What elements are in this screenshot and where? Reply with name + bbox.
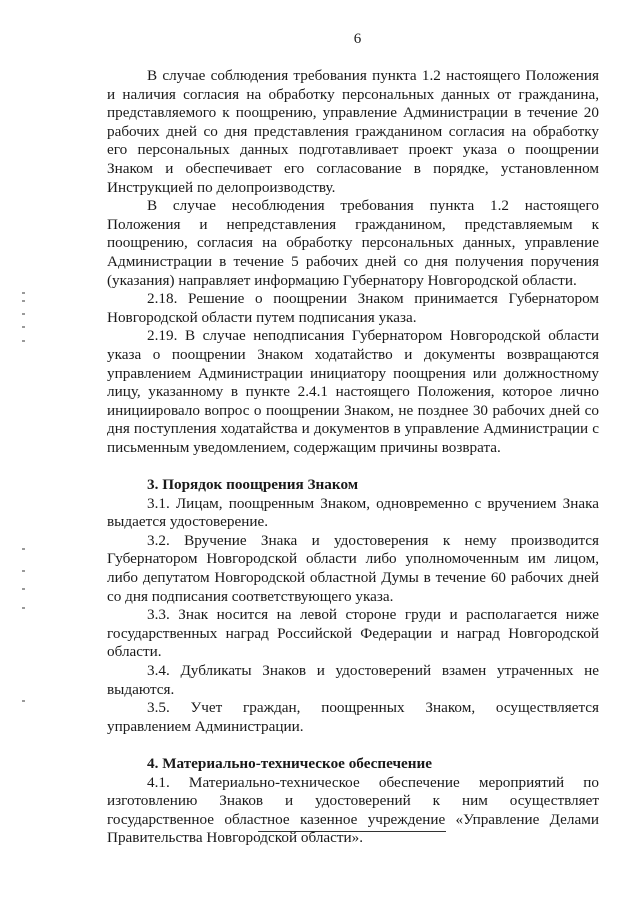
paragraph-2-18: 2.18. Решение о поощрении Знаком принимается Губернатором Новгородской области путем подписания указа. <box>107 290 599 326</box>
margin-mark <box>22 300 25 302</box>
margin-mark <box>22 548 25 550</box>
paragraph-3-2: 3.2. Вручение Знака и удостоверения к нему производится Губернатором Новгородской области либо уполномоченным им лицом, либо депутатом Новгородской областной Думы в течение 60 рабочих дней со дня подписания соответствующего указа. <box>107 531 599 605</box>
section-3-heading: 3. Порядок поощрения Знаком <box>147 476 359 494</box>
closing-rule <box>258 831 446 832</box>
margin-mark <box>22 340 25 342</box>
margin-mark <box>22 326 25 328</box>
paragraph-consent-missing: В случае несоблюдения требования пункта 1.2 настоящего Положения и непредставления гражданином, представляемым к поощрению, согласия на обработку персональных данных, управление Администрации в течение 5 рабочих дней со дня получения поручения (указания) направляет информацию Губернатору Новгородской области. <box>107 197 599 289</box>
paragraph-3-5: 3.5. Учет граждан, поощренных Знаком, осуществляется управлением Администрации. <box>107 699 599 735</box>
spacer <box>107 457 599 476</box>
margin-marks <box>22 0 28 905</box>
margin-mark <box>22 700 25 702</box>
spacer <box>107 736 599 755</box>
paragraph-3-1: 3.1. Лицам, поощренным Знаком, одновременно с вручением Знака выдается удостоверение. <box>107 494 599 531</box>
margin-mark <box>22 588 25 590</box>
page-number: 6 <box>353 31 362 47</box>
paragraph-3-3: 3.3. Знак носится на левой стороне груди и располагается ниже государственных наград Российской Федерации и наград Новгородской области. <box>107 606 599 661</box>
margin-mark <box>22 313 25 315</box>
document-body <box>107 67 599 848</box>
margin-mark <box>22 570 25 572</box>
paragraph-3-4: 3.4. Дубликаты Знаков и удостоверений взамен утраченных не выдаются. <box>107 662 599 698</box>
margin-mark <box>22 292 25 294</box>
margin-mark <box>22 607 25 609</box>
paragraph-4-1: 4.1. Материально-техническое обеспечение мероприятий по изготовлению Знаков и удостоверений к ним осуществляет государственное областное казенное учреждение «Управление Делами Правительства Новгородской области». <box>107 773 599 847</box>
paragraph-2-19: 2.19. В случае неподписания Губернатором Новгородской области указа о поощрении Знаком ходатайство и документы возвращаются управлением Администрации инициатору поощрения или должностному лицу, указанному в пункте 2.4.1 настоящего Положения, которое лично инициировало вопрос о поощрении Знаком, не позднее 30 рабочих дней со дня поступления ходатайства и документов в управление Администрации с письменным уведомлением, содержащим причины возврата. <box>107 327 599 456</box>
section-4-heading: 4. Материально-техническое обеспечение <box>147 754 433 772</box>
paragraph-consent-given: В случае соблюдения требования пункта 1.2 настоящего Положения и наличия согласия на обработку персональных данных от гражданина, представляемого к поощрению, управление Администрации в течение 20 рабочих дней со дня представления гражданином согласия на обработку его персональных данных подготавливает проект указа о поощрении Знаком и обеспечивает его согласование в порядке, установленном Инструкцией по делопроизводству. <box>107 67 599 196</box>
